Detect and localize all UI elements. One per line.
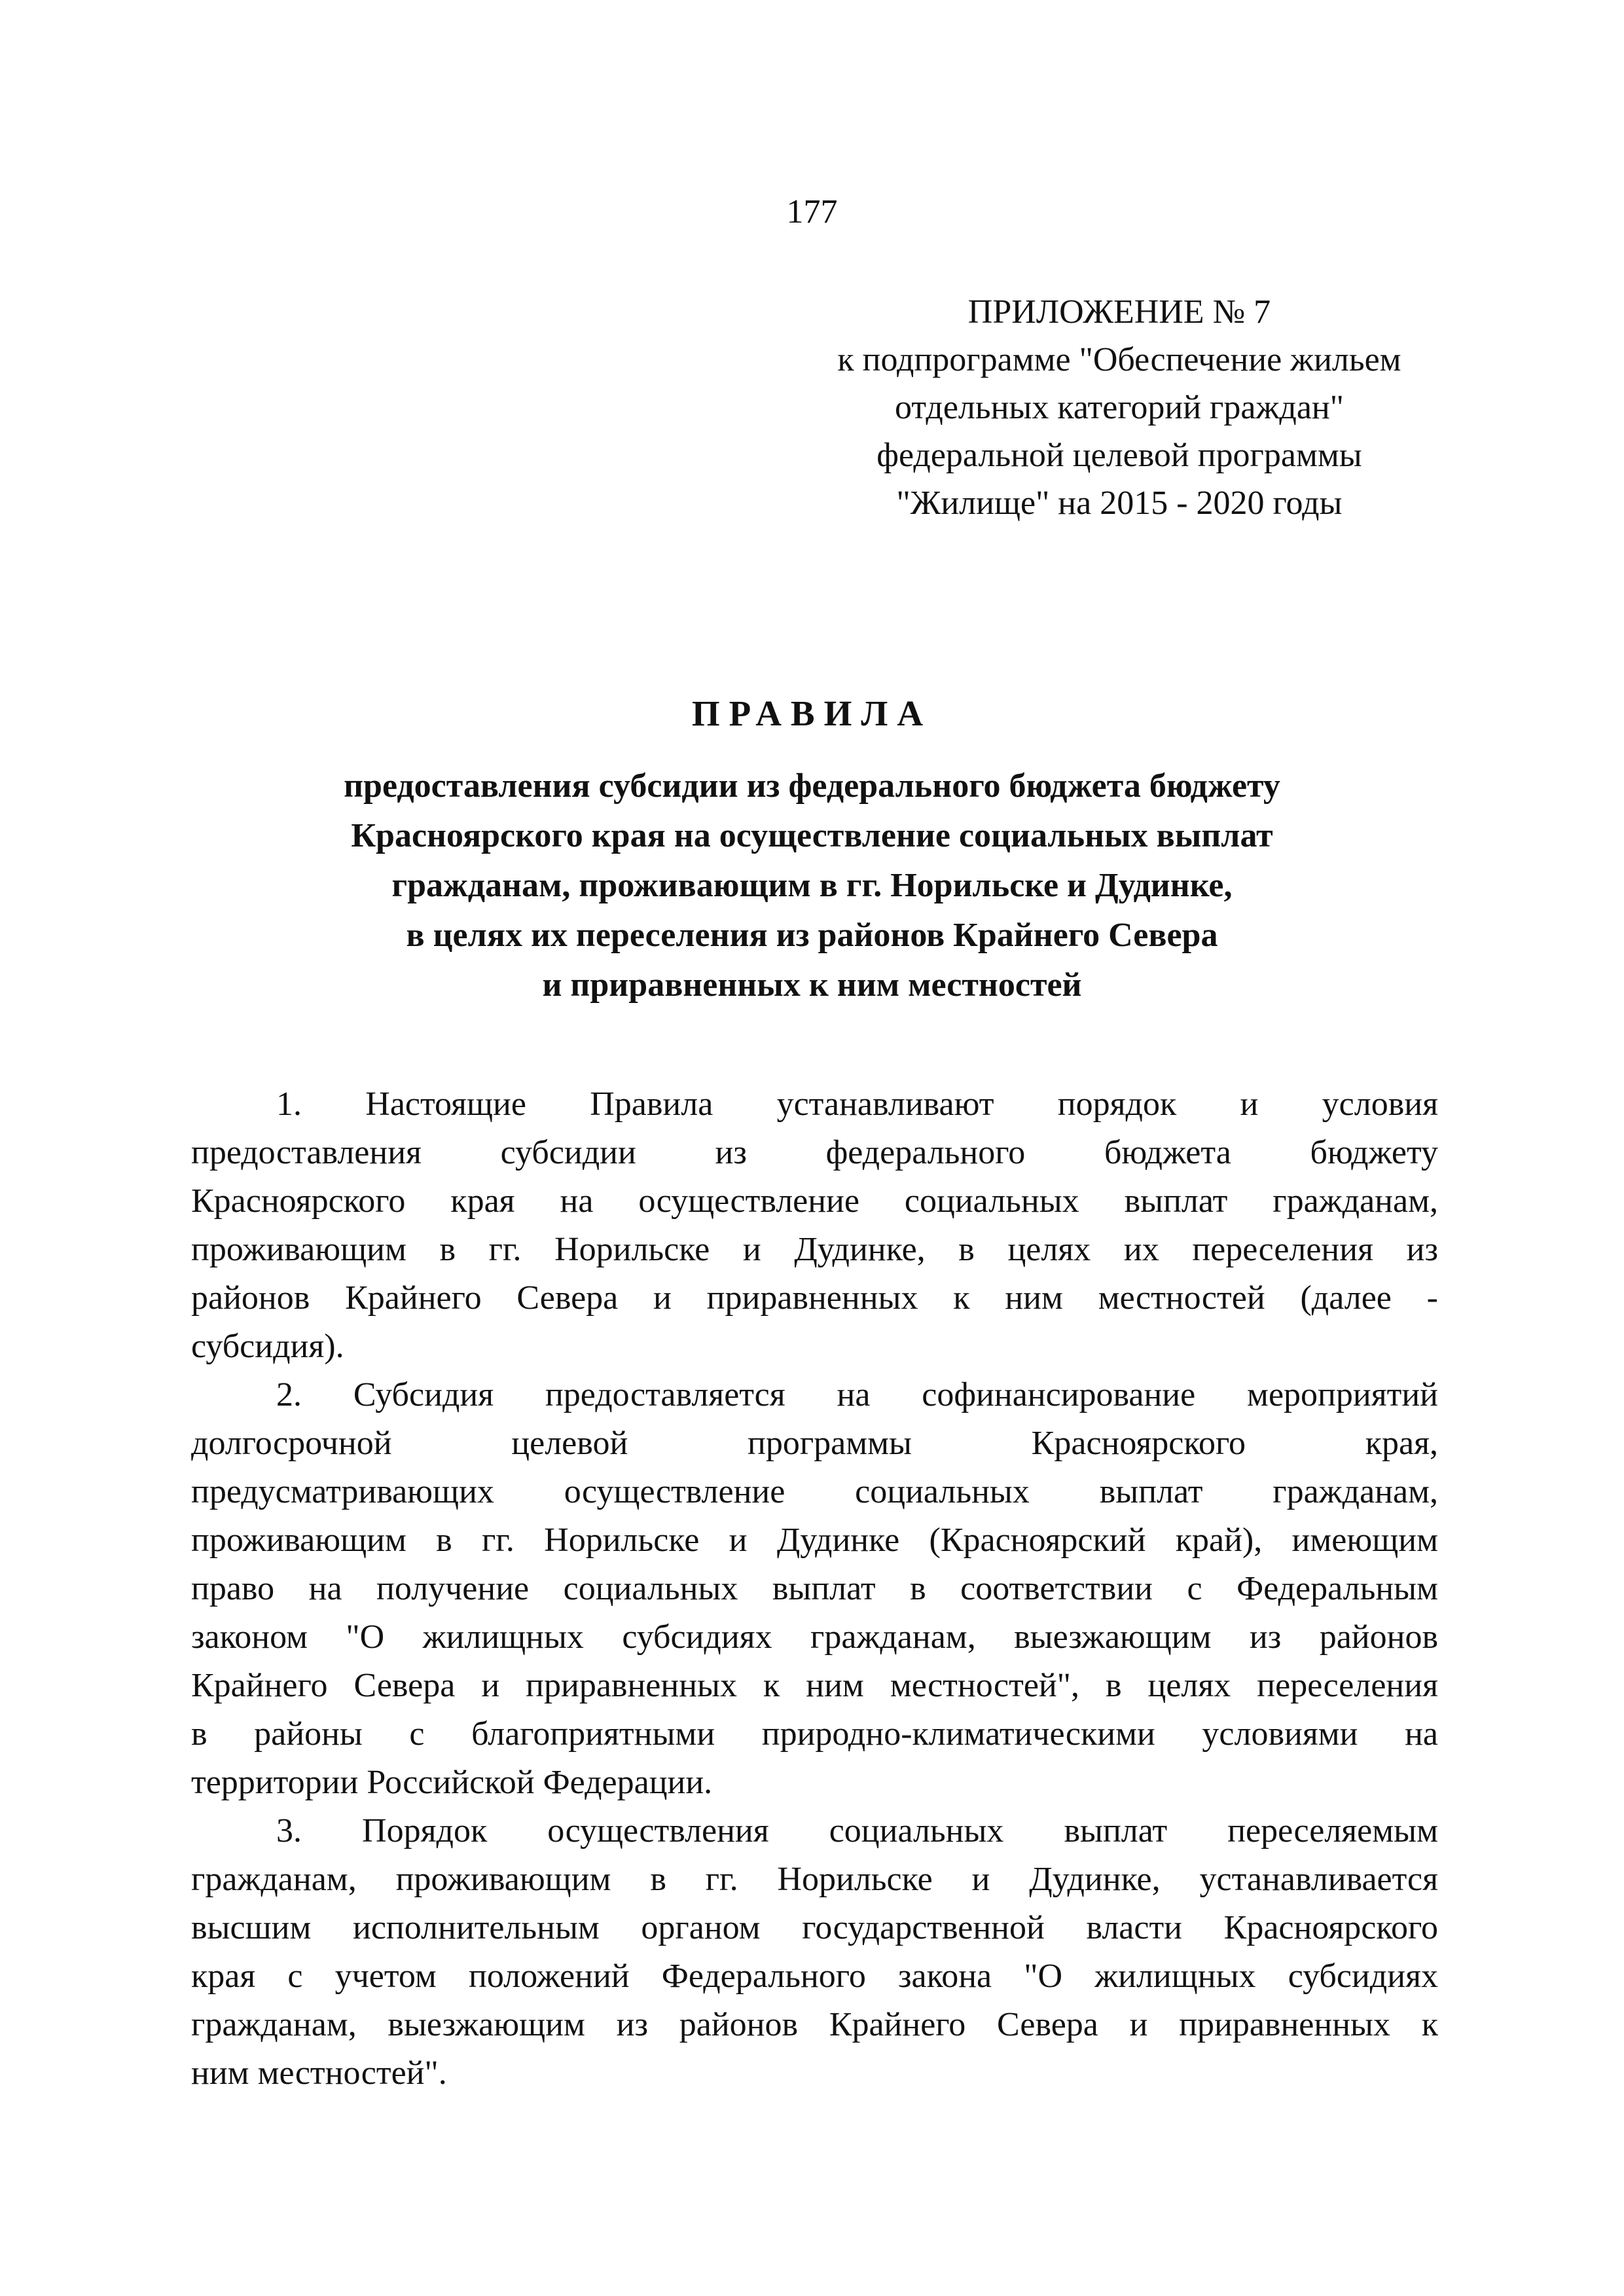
- paragraph-line: высшим исполнительным органом государственной власти Красноярского: [191, 1909, 1438, 1946]
- paragraph-line: предоставления субсидии из федерального бюджета бюджету: [191, 1134, 1438, 1171]
- paragraph-line: гражданам, проживающим в гг. Норильске и Дудинке, устанавливается: [191, 1861, 1438, 1898]
- appendix-number: ПРИЛОЖЕНИЕ № 7: [967, 293, 1271, 331]
- paragraph-line: районов Крайнего Севера и приравненных к ним местностей (далее -: [191, 1279, 1438, 1317]
- document-subtitle: [131, 761, 1493, 1010]
- paragraph-line: Красноярского края на осуществление социальных выплат гражданам,: [191, 1182, 1438, 1220]
- paragraph-line: края с учетом положений Федерального закона "О жилищных субсидиях: [191, 1958, 1438, 1995]
- paragraph-line: субсидия).: [191, 1328, 344, 1365]
- appendix-header: [759, 288, 1479, 527]
- subtitle-line: Красноярского края на осуществление социальных выплат: [351, 817, 1273, 854]
- paragraph-line: проживающим в гг. Норильске и Дудинке (Красноярский край), имеющим: [191, 1522, 1438, 1559]
- subtitle-line: гражданам, проживающим в гг. Норильске и Дудинке,: [391, 867, 1233, 904]
- page-number: 177: [786, 193, 838, 230]
- paragraph-line: проживающим в гг. Норильске и Дудинке, в целях их переселения из: [191, 1231, 1438, 1268]
- paragraph-1: [191, 1080, 1438, 1371]
- paragraph-2: [191, 1371, 1438, 1807]
- subtitle-line: в целях их переселения из районов Крайнего Севера: [406, 917, 1218, 954]
- paragraph-line: предусматривающих осуществление социальных выплат гражданам,: [191, 1473, 1438, 1510]
- paragraph-line: 1. Настоящие Правила устанавливают порядок и условия: [276, 1085, 1438, 1123]
- paragraph-line: территории Российской Федерации.: [191, 1764, 713, 1801]
- document-title: ПРАВИЛА: [691, 693, 933, 733]
- appendix-line: федеральной целевой программы: [876, 437, 1362, 474]
- paragraph-line: право на получение социальных выплат в соответствии с Федеральным: [191, 1570, 1438, 1607]
- paragraph-line: 2. Субсидия предоставляется на софинансирование мероприятий: [276, 1376, 1438, 1413]
- subtitle-line: и приравненных к ним местностей: [542, 966, 1082, 1004]
- paragraph-line: гражданам, выезжающим из районов Крайнего Севера и приравненных к: [191, 2006, 1438, 2043]
- appendix-line: "Жилище" на 2015 - 2020 годы: [896, 484, 1343, 522]
- subtitle-line: предоставления субсидии из федерального бюджета бюджету: [344, 767, 1280, 805]
- paragraph-line: в районы с благоприятными природно-климатическими условиями на: [191, 1715, 1438, 1753]
- paragraph-line: Крайнего Севера и приравненных к ним местностей", в целях переселения: [191, 1667, 1438, 1704]
- paragraph-line: ним местностей".: [191, 2054, 447, 2092]
- appendix-line: к подпрограмме "Обеспечение жильем: [837, 341, 1401, 378]
- paragraph-3: [191, 1807, 1438, 2098]
- document-body: [191, 1080, 1438, 2098]
- paragraph-line: долгосрочной целевой программы Красноярского края,: [191, 1425, 1438, 1462]
- appendix-line: отдельных категорий граждан": [895, 389, 1344, 426]
- paragraph-line: 3. Порядок осуществления социальных выплат переселяемым: [276, 1812, 1438, 1850]
- paragraph-line: законом "О жилищных субсидиях гражданам, выезжающим из районов: [191, 1618, 1438, 1656]
